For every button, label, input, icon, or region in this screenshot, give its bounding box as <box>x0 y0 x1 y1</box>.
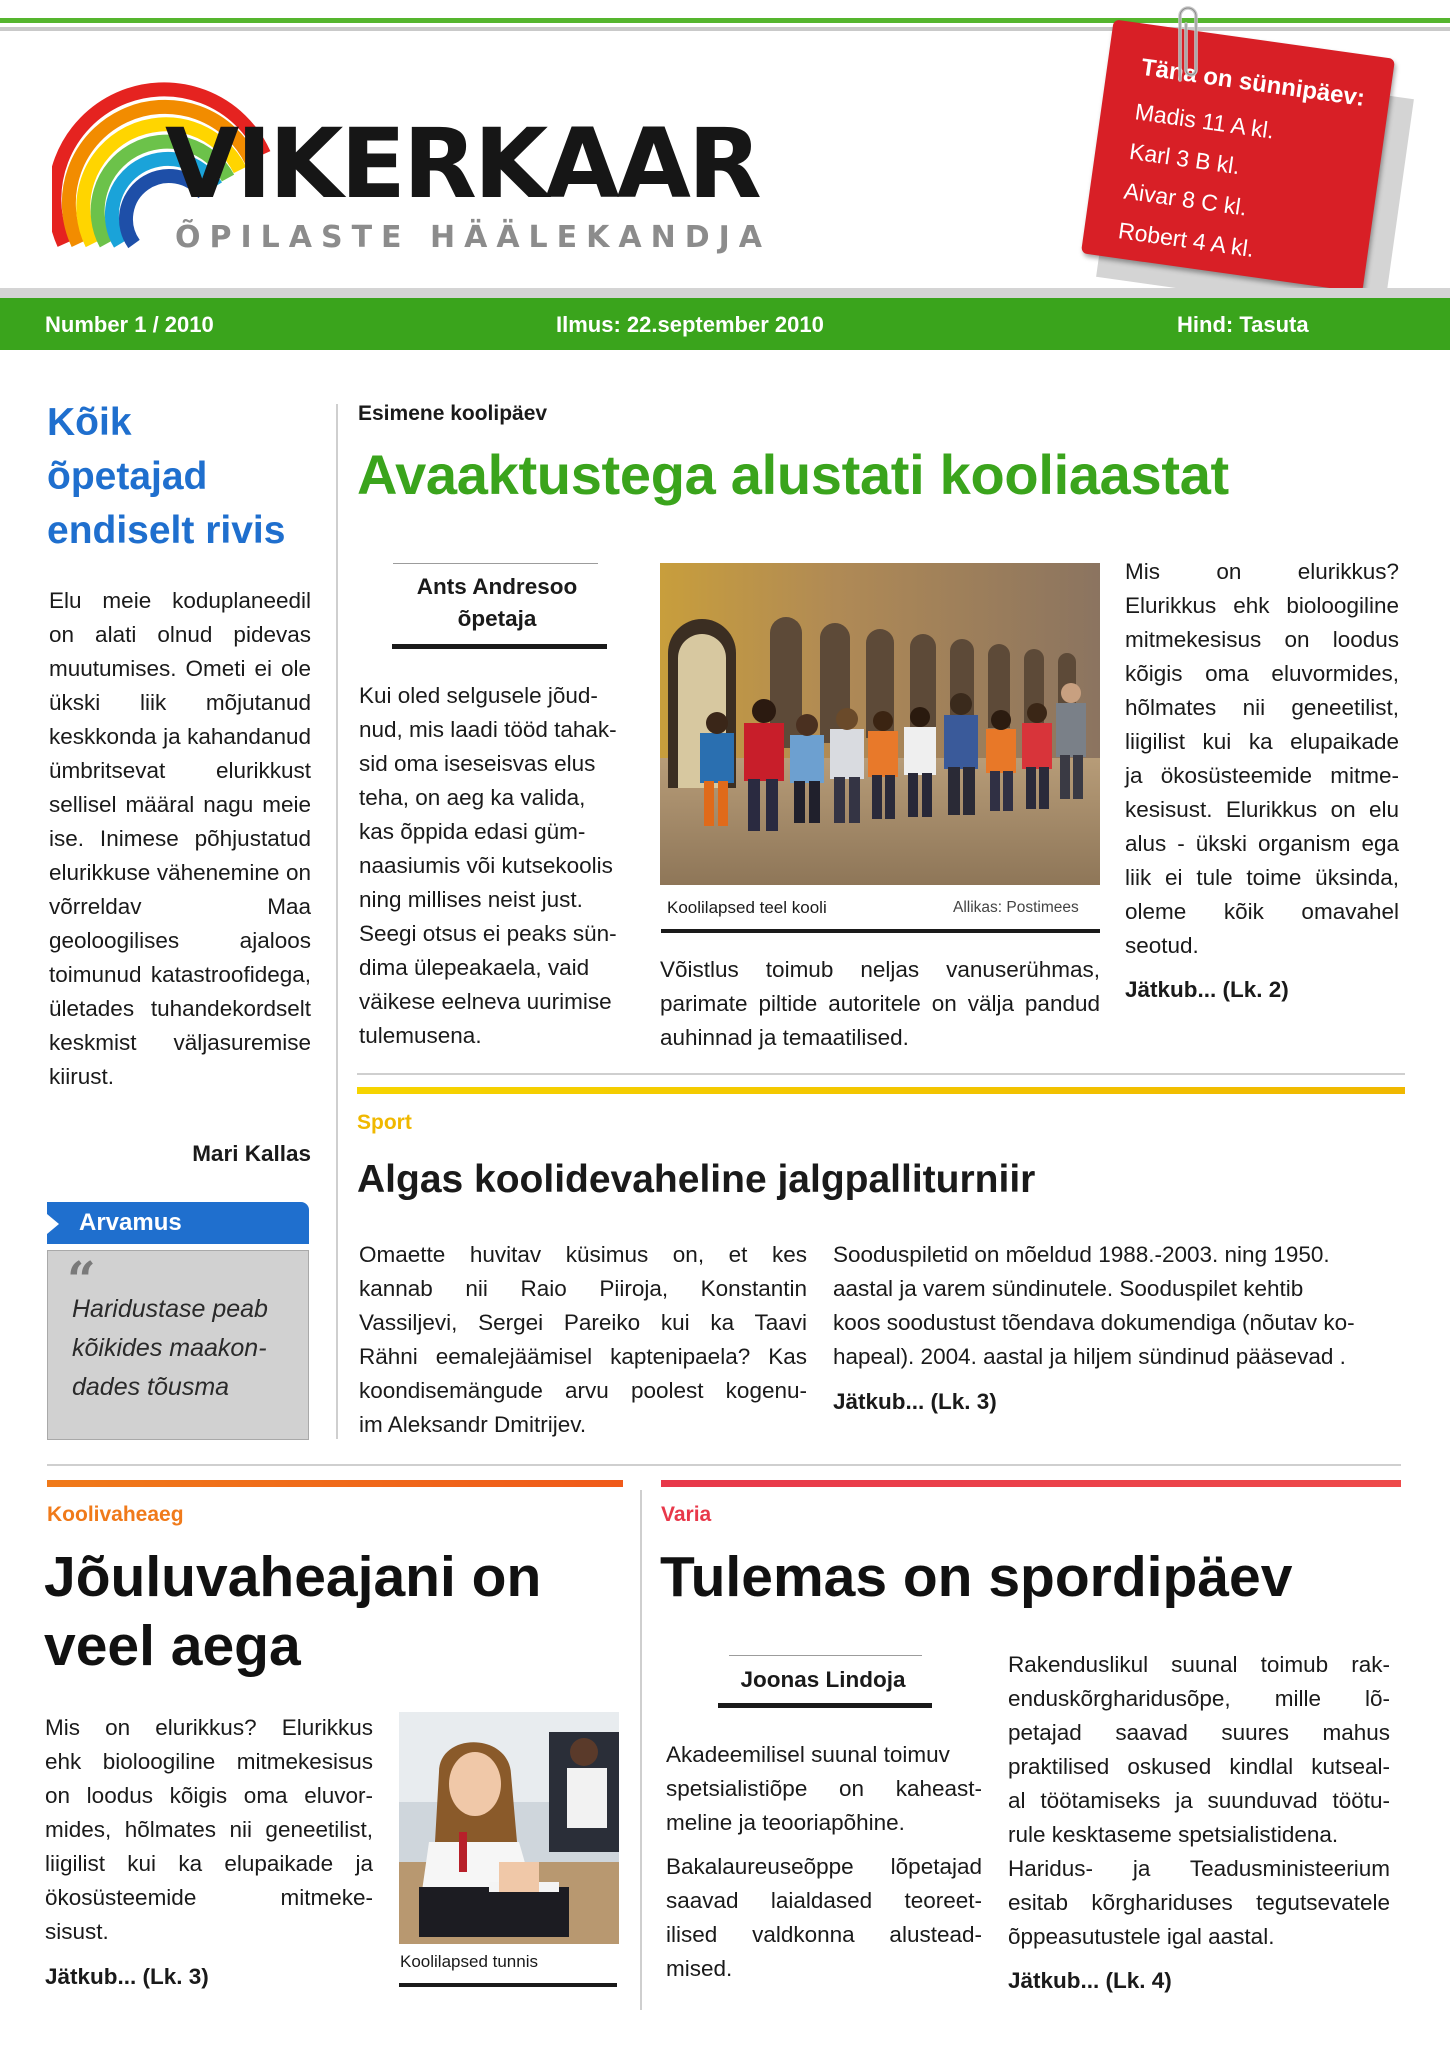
varia-col1-line: Akadeemilisel suunal toimuv <box>666 1742 950 1767</box>
lead-continued-link[interactable]: Jätkub... (Lk. 2) <box>1125 977 1289 1002</box>
birthday-line: Madis 11 A kl. <box>1133 98 1276 144</box>
varia-col2-line: enduskõrgharidusõpe, mille lõ- <box>1008 1686 1390 1711</box>
holiday-headline <box>44 1543 541 1681</box>
varia-color-bar <box>661 1480 1401 1487</box>
lead-kicker: Esimene koolipäev <box>358 402 548 425</box>
varia-col2-line: rule kesktaseme spetsialistidena. <box>1008 1822 1339 1847</box>
masthead-grey-band <box>0 288 1450 298</box>
sport-col1-line: Rähni eemalejäämisel kaptenipaela? Kas <box>359 1344 807 1369</box>
lead-col1-line: teha, on aeg ka valida, <box>359 785 586 810</box>
holiday-headline-line: veel aega <box>44 1614 301 1678</box>
lead-author-name: Ants Andresoo <box>416 574 578 599</box>
varia-author-bottom-rule <box>718 1703 932 1708</box>
lead-col3-line: oleme kõik omavahel <box>1125 899 1399 924</box>
caption-rule <box>661 929 1100 933</box>
birthday-line: Robert 4 A kl. <box>1116 217 1256 263</box>
author-bottom-rule <box>392 644 607 649</box>
lead-author <box>390 571 604 635</box>
birthday-heading: Täna on sünnipäev: <box>1139 53 1367 112</box>
holiday-text <box>45 1711 373 1949</box>
lead-photo-credit: Allikas: Postimees <box>953 899 1079 916</box>
lead-photo <box>660 563 1100 885</box>
lead-col3-line: seotud. <box>1125 933 1199 958</box>
issue-date: Ilmus: 22.september 2010 <box>556 312 824 337</box>
sidebar-headline-line: endiselt rivis <box>47 509 286 552</box>
lead-col1-line: dima ülepeakaela, vaid <box>359 955 590 980</box>
varia-col1-line: Bakalaureuseõppe lõpetajad <box>666 1854 982 1879</box>
varia-headline: Tulemas on spordipäev <box>660 1545 1293 1609</box>
author-top-rule <box>393 563 598 564</box>
holiday-text-line: sisust. <box>45 1919 109 1944</box>
lead-col3-line: alus - ükski organism ega <box>1125 831 1399 856</box>
holiday-continued-link[interactable]: Jätkub... (Lk. 3) <box>45 1964 209 1989</box>
lead-headline: Avaaktustega alustati kooliaastat <box>357 443 1229 506</box>
bottom-section-divider <box>47 1464 1401 1466</box>
varia-continued-link[interactable]: Jätkub... (Lk. 4) <box>1008 1968 1172 1993</box>
masthead-subtitle: ÕPILASTE HÄÄLEKANDJA <box>175 220 772 255</box>
varia-col1-line: ilised valdkonna alustead- <box>666 1922 982 1947</box>
sidebar-article-text: Elu meie koduplaneedil on alati olnud pidevas muutumises. Ometi ei ole ükski liik mõjutanud keskkonda ja kahandanud ümbritsevat elurikkust sellisel määral nagu meie ise. Inimese põhjustatud elurikkuse vähenemine on võrreldav Maa geoloogilises ajaloos toimunud katastroofidega, ületades tuhandekordselt keskmist väljasuremise kiirust. <box>49 588 311 1089</box>
lead-col3-line: Elurikkus ehk bioloogiline <box>1125 593 1399 618</box>
birthday-note <box>1081 19 1395 292</box>
varia-col2-line: õppeasutustele igal aastal. <box>1008 1924 1275 1949</box>
issue-price: Hind: Tasuta <box>1177 312 1309 337</box>
lead-col3-line: kesisust. Elurikkus on elu <box>1125 797 1399 822</box>
lead-col1-line: nud, mis laadi tööd tahak- <box>359 717 617 742</box>
opinion-tab-notch <box>47 1214 59 1234</box>
sport-color-bar <box>357 1087 1405 1094</box>
sport-headline: Algas koolidevaheline jalgpalliturniir <box>357 1158 1036 1201</box>
lead-photo-caption: Koolilapsed teel kooli <box>667 898 827 917</box>
lead-col3-line: ja ökosüsteemide mitme- <box>1125 763 1399 788</box>
sport-column-1 <box>359 1238 807 1442</box>
lead-col1-line: tulemusena. <box>359 1023 482 1048</box>
opinion-quote <box>72 1290 302 1407</box>
top-green-line <box>0 18 1450 23</box>
lead-col1-line: väikese eelneva uurimise <box>359 989 612 1014</box>
varia-author-top-rule <box>729 1655 922 1656</box>
sidebar-headline-line: õpetajad <box>47 455 208 498</box>
varia-col1-line: mised. <box>666 1956 733 1981</box>
holiday-color-bar <box>47 1480 623 1487</box>
holiday-photo <box>399 1712 619 1944</box>
opinion-quote-line: Haridustase peab <box>72 1295 268 1323</box>
sport-col1-line: koondisemängude arvu poolest kogenu- <box>359 1378 807 1403</box>
bottom-column-divider <box>640 1490 642 2010</box>
sport-col1-line: im Aleksandr Dmitrijev. <box>359 1412 587 1437</box>
holiday-headline-line: Jõuluvaheajani on <box>44 1545 542 1609</box>
issue-info-bar <box>0 298 1450 350</box>
birthday-line: Karl 3 B kl. <box>1127 137 1242 180</box>
sport-col1-line: kannab nii Raio Piiroja, Konstantin <box>359 1276 807 1301</box>
lead-column-1 <box>359 679 635 1053</box>
varia-col1-line: meline ja teooriapõhine. <box>666 1810 905 1835</box>
lead-col3-line: Mis on elurikkus? <box>1125 559 1399 584</box>
varia-column-2 <box>1008 1648 1390 1954</box>
lead-col1-line: naasiumis või kutsekoolis <box>359 853 613 878</box>
holiday-photo-caption: Koolilapsed tunnis <box>400 1952 538 1971</box>
sport-col1-line: Omaette huvitav küsimus on, et kes <box>359 1242 807 1267</box>
holiday-text-line: mides, hõlmates nii geneetilist, <box>45 1817 373 1842</box>
sidebar-author: Mari Kallas <box>192 1141 311 1166</box>
holiday-text-line: ehk bioloogiline mitmekesisus <box>45 1749 373 1774</box>
holiday-text-line: ökosüsteemide mitmeke- <box>45 1885 373 1910</box>
varia-col2-line: Rakenduslikul suunal toimub rak- <box>1008 1652 1390 1677</box>
varia-column-1 <box>666 1738 982 1986</box>
lead-col1-line: Kui oled selgusele jõud- <box>359 683 598 708</box>
holiday-kicker: Koolivaheaeg <box>47 1503 184 1526</box>
varia-kicker: Varia <box>661 1503 712 1526</box>
varia-col2-line: Haridus- ja Teadusministeerium <box>1008 1856 1390 1881</box>
masthead-title: VIKERKAAR <box>165 108 759 220</box>
top-grey-line <box>0 27 1450 31</box>
sidebar-headline-line: Kõik <box>47 401 132 444</box>
varia-col2-line: petajad saavad suures mahus <box>1008 1720 1390 1745</box>
sidebar-headline <box>47 396 317 558</box>
sport-col2-line: Sooduspiletid on mõeldud 1988.-2003. ning 1950. <box>833 1242 1330 1267</box>
birthday-line: Aivar 8 C kl. <box>1122 177 1249 221</box>
lead-col3-line: kõigis oma eluvormides, <box>1125 661 1399 686</box>
lead-column-3 <box>1125 555 1399 963</box>
sport-divider <box>357 1073 1405 1075</box>
holiday-text-line: on loodus kõigis oma eluvor- <box>45 1783 373 1808</box>
opinion-quote-icon: “ <box>67 1250 96 1309</box>
lead-author-role: õpetaja <box>457 606 537 631</box>
opinion-quote-line: kõikides maakon- <box>72 1334 267 1362</box>
varia-col1-line: spetsialistiõpe on kaheast- <box>666 1776 982 1801</box>
sport-kicker: Sport <box>357 1111 412 1134</box>
lead-col1-line: sid oma iseseisvas elus <box>359 751 596 776</box>
holiday-caption-rule <box>399 1983 617 1987</box>
sport-continued-link[interactable]: Jätkub... (Lk. 3) <box>833 1389 997 1414</box>
lead-col1-line: kas õppida edasi güm- <box>359 819 586 844</box>
sport-col2-line: hapeal). 2004. aastal ja hiljem sündinud pääsevad . <box>833 1344 1346 1369</box>
lead-col3-line: hõlmates nii geneetilist, <box>1125 695 1399 720</box>
sport-col2-line: koos soodustust tõendava dokumendiga (nõutav ko- <box>833 1310 1355 1335</box>
sport-col1-line: Vassiljevi, Sergei Pareiko kui ka Taavi <box>359 1310 807 1335</box>
varia-col2-line: esitab kõrghariduses tegutsevatele <box>1008 1890 1390 1915</box>
paperclip-icon <box>1168 0 1206 86</box>
lead-col1-line: ning millises neist just. <box>359 887 583 912</box>
lead-col3-line: liik ei tule toime üksinda, <box>1125 865 1399 890</box>
lead-col1-line: Seegi otsus ei peaks sün- <box>359 921 617 946</box>
opinion-quote-line: dades tõusma <box>72 1373 230 1401</box>
sport-column-2 <box>833 1238 1393 1374</box>
lead-col3-line: mitmekesisus on loodus <box>1125 627 1399 652</box>
lead-column-2: Võistlus toimub neljas vanuserühmas, parimate piltide autoritele on välja pandud auhinnad ja temaatilised. <box>660 957 1100 1050</box>
issue-number: Number 1 / 2010 <box>45 312 214 337</box>
holiday-text-line: liigilist kui ka elupaikade ja <box>45 1851 373 1876</box>
sport-col2-line: aastal ja varem sündinutele. Sooduspilet kehtib <box>833 1276 1304 1301</box>
opinion-tab: Arvamus <box>47 1202 309 1244</box>
lead-col3-line: liigilist kui ka elupaikade <box>1125 729 1399 754</box>
varia-col2-line: al töötamiseks ja suunduvad töötu- <box>1008 1788 1390 1813</box>
varia-col1-line: saavad laialdased teoreet- <box>666 1888 982 1913</box>
varia-author: Joonas Lindoja <box>740 1667 906 1692</box>
varia-col2-line: praktilised oskused kindlal kutseal- <box>1008 1754 1390 1779</box>
sidebar-divider <box>336 404 338 1439</box>
holiday-text-line: Mis on elurikkus? Elurikkus <box>45 1715 373 1740</box>
